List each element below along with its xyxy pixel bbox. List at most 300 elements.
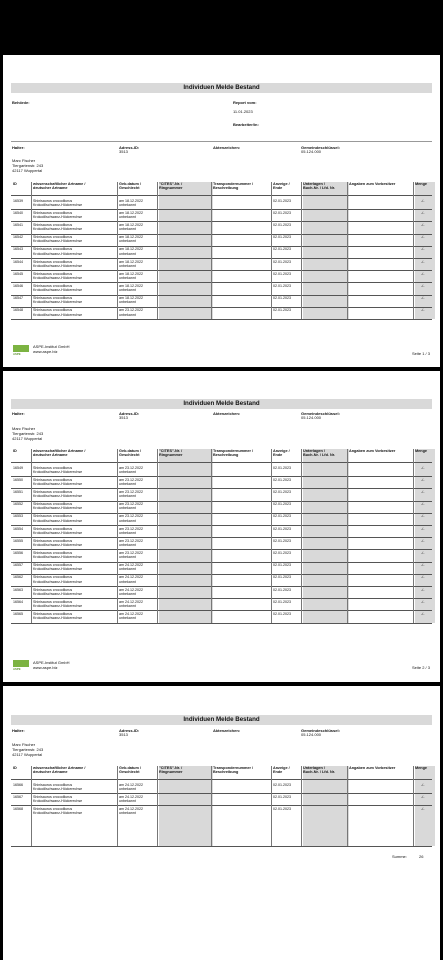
- cell-anzeige: 02.01.2023: [273, 198, 291, 203]
- cell-menge: -/-: [421, 806, 425, 811]
- table-row: [11, 549, 432, 561]
- cell-geb: [119, 783, 143, 791]
- column-header-geb: [119, 182, 141, 191]
- cell-species: [33, 223, 82, 231]
- geb-sex: unbekannt: [119, 555, 136, 560]
- species-sci: Shinisaurus crocodilurus: [33, 514, 73, 519]
- geb-sex: unbekannt: [119, 567, 136, 572]
- cell-menge: -/-: [421, 526, 425, 531]
- column-divider: [31, 766, 32, 846]
- cell-species: [33, 260, 82, 268]
- cell-species: [33, 575, 82, 583]
- cell-anzeige: 02.01.2023: [273, 794, 291, 799]
- column-header-line: Buch-Nr. / Lfd. Nr.: [303, 453, 336, 458]
- species-de: Krokodilschwanz-Höckerechse: [33, 786, 83, 791]
- cell-menge: -/-: [421, 563, 425, 568]
- column-header-line: Unterlagen /: [303, 182, 325, 186]
- cell-species: [33, 783, 82, 791]
- geb-date: am 24.12.2022: [119, 611, 143, 616]
- geb-date: am 18.12.2022: [119, 283, 143, 288]
- bearbeiter-label: Bearbeiter/in:: [233, 122, 259, 127]
- cell-id: 16543: [13, 247, 23, 252]
- cell-menge: -/-: [421, 489, 425, 494]
- species-de: Krokodilschwanz-Höckerechse: [33, 312, 83, 317]
- species-sci: Shinisaurus crocodilurus: [33, 477, 73, 482]
- cell-id: 16566: [13, 782, 23, 787]
- behoerde-label: Behörde:: [12, 100, 30, 105]
- cell-species: [33, 308, 82, 316]
- species-sci: Shinisaurus crocodilurus: [33, 296, 73, 301]
- cell-anzeige: 02.01.2023: [273, 210, 291, 215]
- species-de: Krokodilschwanz-Höckerechse: [33, 239, 83, 244]
- cell-geb: [119, 502, 143, 510]
- column-header-vorb: [349, 449, 395, 453]
- cell-menge: -/-: [421, 794, 425, 799]
- cell-geb: [119, 588, 143, 596]
- column-header-line: ID: [13, 182, 17, 186]
- column-header-line: Transpondernummer /: [213, 182, 254, 186]
- column-header-cites: [159, 449, 182, 458]
- cell-id: 16555: [13, 538, 23, 543]
- halter-street: Tiergartenstr. 243: [12, 431, 44, 436]
- column-divider: [347, 766, 348, 846]
- cell-geb: [119, 527, 143, 535]
- cell-menge: -/-: [421, 235, 425, 240]
- cell-species: [33, 612, 82, 620]
- column-header-geb: [119, 766, 141, 775]
- geb-sex: unbekannt: [119, 506, 136, 511]
- table-row: [11, 525, 432, 537]
- table-row: [11, 307, 432, 319]
- species-sci: Shinisaurus crocodilurus: [33, 611, 73, 616]
- column-header-line: Geb.datum /: [119, 766, 141, 770]
- species-de: Krokodilschwanz-Höckerechse: [33, 288, 83, 293]
- cell-anzeige: 02.01.2023: [273, 259, 291, 264]
- column-header-line: Menge: [415, 766, 428, 770]
- cell-menge: -/-: [421, 247, 425, 252]
- cell-anzeige: 02.01.2023: [273, 271, 291, 276]
- species-sci: Shinisaurus crocodilurus: [33, 806, 73, 811]
- halter-city: 42117 Wuppertal: [12, 752, 43, 757]
- species-de: Krokodilschwanz-Höckerechse: [33, 579, 83, 584]
- cell-geb: [119, 539, 143, 547]
- geb-sex: unbekannt: [119, 288, 136, 293]
- species-sci: Shinisaurus crocodilurus: [33, 794, 73, 799]
- cell-geb: [119, 807, 143, 815]
- species-sci: Shinisaurus crocodilurus: [33, 563, 73, 568]
- column-header-vorb: [349, 766, 395, 770]
- summe-value: 26: [419, 854, 424, 859]
- table-row: [11, 501, 432, 513]
- column-header-line: deutscher Artname: [33, 770, 68, 775]
- geb-sex: unbekannt: [119, 786, 136, 791]
- table-row: [11, 586, 432, 598]
- species-de: Krokodilschwanz-Höckerechse: [33, 469, 83, 474]
- cell-geb: [119, 575, 143, 583]
- species-sci: Shinisaurus crocodilurus: [33, 198, 73, 203]
- column-header-id: [13, 449, 17, 453]
- geb-date: am 18.12.2022: [119, 222, 143, 227]
- species-de: Krokodilschwanz-Höckerechse: [33, 506, 83, 511]
- cell-geb: [119, 247, 143, 255]
- table-row: [11, 562, 432, 574]
- column-header-line: "CITES"-Nr. /: [159, 766, 183, 770]
- species-de: Krokodilschwanz-Höckerechse: [33, 275, 83, 280]
- column-header-line: Angaben zum Vorbesitzer: [349, 766, 396, 770]
- adress-id-label: Adress-ID:: [119, 728, 140, 733]
- cell-geb: [119, 235, 143, 243]
- column-header-line: ID: [13, 766, 17, 770]
- geb-sex: unbekannt: [119, 530, 136, 535]
- geb-date: am 24.12.2022: [119, 782, 143, 787]
- cell-geb: [119, 551, 143, 559]
- halter-label: Halter:: [12, 145, 25, 150]
- species-de: Krokodilschwanz-Höckerechse: [33, 530, 83, 535]
- species-de: Krokodilschwanz-Höckerechse: [33, 591, 83, 596]
- column-header-anz: [273, 766, 290, 775]
- species-sci: Shinisaurus crocodilurus: [33, 308, 73, 313]
- cell-anzeige: 02.01.2023: [273, 538, 291, 543]
- table-row: [11, 234, 432, 246]
- cell-menge: -/-: [421, 283, 425, 288]
- species-de: Krokodilschwanz-Höckerechse: [33, 567, 83, 572]
- cell-geb: [119, 272, 143, 280]
- cell-id: 16567: [13, 794, 23, 799]
- report-title: Individuen Melde Bestand: [11, 715, 432, 725]
- cell-anzeige: 02.01.2023: [273, 526, 291, 531]
- halter-name: Marc Fischer: [12, 158, 36, 163]
- column-header-line: wissenschaftlicher Artname /: [33, 449, 86, 453]
- geb-sex: unbekannt: [119, 591, 136, 596]
- geb-date: am 23.12.2022: [119, 538, 143, 543]
- halter-name: Marc Fischer: [12, 426, 36, 431]
- cell-geb: [119, 211, 143, 219]
- geb-sex: unbekannt: [119, 798, 136, 803]
- cell-anzeige: 02.01.2023: [273, 563, 291, 568]
- column-header-line: Geschlecht: [119, 770, 140, 775]
- column-header-line: wissenschaftlicher Artname /: [33, 766, 86, 770]
- cell-id: 16565: [13, 611, 23, 616]
- gemeinde-label: Gemeindeschlüssel:: [301, 728, 340, 733]
- cell-id: 16544: [13, 259, 23, 264]
- geb-sex: unbekannt: [119, 811, 136, 816]
- geb-sex: unbekannt: [119, 251, 136, 256]
- column-header-line: Anzeige /: [273, 766, 290, 770]
- column-header-menge: [415, 766, 427, 770]
- species-sci: Shinisaurus crocodilurus: [33, 502, 73, 507]
- species-de: Krokodilschwanz-Höckerechse: [33, 481, 83, 486]
- column-divider: [347, 182, 348, 319]
- geb-sex: unbekannt: [119, 227, 136, 232]
- cell-geb: [119, 795, 143, 803]
- column-divider: [413, 182, 414, 319]
- cell-menge: -/-: [421, 477, 425, 482]
- cell-id: 16547: [13, 296, 23, 301]
- column-divider: [117, 766, 118, 846]
- species-de: Krokodilschwanz-Höckerechse: [33, 798, 83, 803]
- cell-menge: -/-: [421, 514, 425, 519]
- table-row: [11, 537, 432, 549]
- column-divider: [301, 182, 302, 319]
- species-de: Krokodilschwanz-Höckerechse: [33, 214, 83, 219]
- species-sci: Shinisaurus crocodilurus: [33, 550, 73, 555]
- cell-species: [33, 807, 82, 815]
- cell-anzeige: 02.01.2023: [273, 550, 291, 555]
- table-row: [11, 574, 432, 586]
- footer-company: ASPE-Institut GmbH: [33, 344, 70, 349]
- aktenzeichen-label: Aktenzeichen:: [213, 411, 241, 416]
- cell-species: [33, 539, 82, 547]
- report-page-3: [3, 686, 440, 960]
- halter-street: Tiergartenstr. 243: [12, 747, 44, 752]
- cell-geb: [119, 466, 143, 474]
- species-sci: Shinisaurus crocodilurus: [33, 235, 73, 240]
- cell-anzeige: 02.01.2023: [273, 575, 291, 580]
- geb-date: am 18.12.2022: [119, 210, 143, 215]
- report-page-2: [3, 371, 440, 682]
- halter-label: Halter:: [12, 728, 25, 733]
- header-rule: [11, 462, 432, 463]
- cell-anzeige: 02.01.2023: [273, 599, 291, 604]
- aktenzeichen-label: Aktenzeichen:: [213, 728, 241, 733]
- geb-sex: unbekannt: [119, 481, 136, 486]
- column-header-line: Transpondernummer /: [213, 449, 254, 453]
- species-sci: Shinisaurus crocodilurus: [33, 271, 73, 276]
- halter-street: Tiergartenstr. 243: [12, 163, 44, 168]
- table-row: [11, 781, 432, 793]
- aspe-logo: ASPE: [13, 660, 29, 670]
- column-header-line: ID: [13, 449, 17, 453]
- species-sci: Shinisaurus crocodilurus: [33, 587, 73, 592]
- cell-id: 16553: [13, 514, 23, 519]
- cell-species: [33, 235, 82, 243]
- column-header-line: Buch-Nr. / Lfd. Nr.: [303, 770, 336, 775]
- column-header-trans: [213, 766, 253, 775]
- species-sci: Shinisaurus crocodilurus: [33, 210, 73, 215]
- column-header-line: Beschreibung: [213, 186, 239, 191]
- species-sci: Shinisaurus crocodilurus: [33, 247, 73, 252]
- cell-species: [33, 795, 82, 803]
- column-divider: [157, 182, 158, 319]
- column-header-unt: [303, 182, 335, 191]
- cell-species: [33, 284, 82, 292]
- halter-city: 42117 Wuppertal: [12, 168, 43, 173]
- species-sci: Shinisaurus crocodilurus: [33, 465, 73, 470]
- cell-anzeige: 02.01.2023: [273, 587, 291, 592]
- geb-sex: unbekannt: [119, 579, 136, 584]
- cell-anzeige: 02.01.2023: [273, 465, 291, 470]
- cell-geb: [119, 199, 143, 207]
- cell-species: [33, 490, 82, 498]
- cell-anzeige: 02.01.2023: [273, 611, 291, 616]
- column-divider: [211, 766, 212, 846]
- adress-id-label: Adress-ID:: [119, 145, 140, 150]
- cell-menge: -/-: [421, 296, 425, 301]
- cell-menge: -/-: [421, 575, 425, 580]
- aktenzeichen-label: Aktenzeichen:: [213, 145, 241, 150]
- column-header-line: deutscher Artname: [33, 453, 68, 458]
- cell-geb: [119, 612, 143, 620]
- column-header-cites: [159, 766, 182, 775]
- column-header-art: [33, 449, 85, 458]
- column-header-id: [13, 182, 17, 186]
- column-divider: [347, 449, 348, 623]
- footer-web: www.aspe.biz: [33, 665, 58, 670]
- column-header-line: Ende: [273, 186, 283, 191]
- cell-geb: [119, 223, 143, 231]
- cell-geb: [119, 478, 143, 486]
- geb-sex: unbekannt: [119, 312, 136, 317]
- species-sci: Shinisaurus crocodilurus: [33, 782, 73, 787]
- cell-id: 16539: [13, 198, 23, 203]
- cell-species: [33, 272, 82, 280]
- cell-geb: [119, 260, 143, 268]
- gemeinde-label: Gemeindeschlüssel:: [301, 411, 340, 416]
- cell-species: [33, 296, 82, 304]
- cell-id: 16546: [13, 283, 23, 288]
- cell-geb: [119, 296, 143, 304]
- column-divider: [117, 182, 118, 319]
- geb-date: am 23.12.2022: [119, 308, 143, 313]
- gemeinde-value: 05.124.000: [301, 415, 322, 420]
- geb-sex: unbekannt: [119, 263, 136, 268]
- table-row: [11, 295, 432, 307]
- cell-species: [33, 478, 82, 486]
- species-sci: Shinisaurus crocodilurus: [33, 489, 73, 494]
- table-row: [11, 476, 432, 488]
- table-row: [11, 209, 432, 221]
- cell-geb: [119, 600, 143, 608]
- geb-date: am 24.12.2022: [119, 806, 143, 811]
- cell-id: 16542: [13, 235, 23, 240]
- species-de: Krokodilschwanz-Höckerechse: [33, 518, 83, 523]
- cell-species: [33, 563, 82, 571]
- column-header-anz: [273, 182, 290, 191]
- table-row: [11, 221, 432, 233]
- geb-date: am 24.12.2022: [119, 563, 143, 568]
- cell-id: 16541: [13, 222, 23, 227]
- column-divider: [157, 449, 158, 623]
- column-divider: [117, 449, 118, 623]
- geb-sex: unbekannt: [119, 542, 136, 547]
- species-de: Krokodilschwanz-Höckerechse: [33, 603, 83, 608]
- cell-anzeige: 02.01.2023: [273, 514, 291, 519]
- cell-id: 16548: [13, 308, 23, 313]
- column-header-line: Buch-Nr. / Lfd. Nr.: [303, 186, 336, 191]
- cell-geb: [119, 514, 143, 522]
- cell-id: 16540: [13, 210, 23, 215]
- table-row: [11, 197, 432, 209]
- table-row: [11, 793, 432, 805]
- species-sci: Shinisaurus crocodilurus: [33, 283, 73, 288]
- species-sci: Shinisaurus crocodilurus: [33, 575, 73, 580]
- cell-menge: -/-: [421, 222, 425, 227]
- species-de: Krokodilschwanz-Höckerechse: [33, 555, 83, 560]
- column-header-line: Anzeige /: [273, 182, 290, 186]
- cell-menge: -/-: [421, 198, 425, 203]
- summe-label: Summe:: [392, 854, 407, 859]
- cell-anzeige: 02.01.2023: [273, 308, 291, 313]
- footer-web: www.aspe.biz: [33, 349, 58, 354]
- column-header-line: Geb.datum /: [119, 449, 141, 453]
- column-divider: [271, 766, 272, 846]
- column-header-trans: [213, 449, 253, 458]
- column-header-unt: [303, 766, 335, 775]
- header-rule: [11, 779, 432, 780]
- species-sci: Shinisaurus crocodilurus: [33, 222, 73, 227]
- geb-sex: unbekannt: [119, 616, 136, 621]
- column-header-line: Unterlagen /: [303, 766, 325, 770]
- cell-species: [33, 588, 82, 596]
- geb-date: am 18.12.2022: [119, 296, 143, 301]
- geb-date: am 23.12.2022: [119, 526, 143, 531]
- cell-id: 16550: [13, 477, 23, 482]
- geb-sex: unbekannt: [119, 300, 136, 305]
- column-header-cites: [159, 182, 182, 191]
- geb-date: am 18.12.2022: [119, 198, 143, 203]
- species-sci: Shinisaurus crocodilurus: [33, 259, 73, 264]
- cell-id: 16557: [13, 563, 23, 568]
- cell-species: [33, 527, 82, 535]
- cell-menge: -/-: [421, 271, 425, 276]
- cell-id: 16549: [13, 465, 23, 470]
- column-divider: [31, 182, 32, 319]
- cell-anzeige: 02.01.2023: [273, 489, 291, 494]
- cell-species: [33, 502, 82, 510]
- adress-id: 3513: [119, 732, 128, 737]
- report-title: Individuen Melde Bestand: [11, 83, 432, 93]
- column-header-line: Ringnummer: [159, 770, 183, 775]
- column-divider: [413, 766, 414, 846]
- column-divider: [211, 182, 212, 319]
- cell-species: [33, 551, 82, 559]
- column-header-art: [33, 766, 85, 775]
- column-header-menge: [415, 449, 427, 453]
- column-divider: [211, 449, 212, 623]
- species-de: Krokodilschwanz-Höckerechse: [33, 263, 83, 268]
- cell-species: [33, 514, 82, 522]
- table-row: [11, 805, 432, 817]
- report-date: 11.01.2023: [233, 109, 253, 114]
- page-number: Seite 1 / 3: [411, 351, 430, 356]
- column-header-line: Angaben zum Vorbesitzer: [349, 449, 396, 453]
- table-row: [11, 488, 432, 500]
- column-header-line: Menge: [415, 449, 428, 453]
- report-title: Individuen Melde Bestand: [11, 399, 432, 409]
- column-header-line: Ende: [273, 770, 283, 775]
- cell-anzeige: 02.01.2023: [273, 283, 291, 288]
- geb-date: am 23.12.2022: [119, 465, 143, 470]
- cell-id: 16568: [13, 806, 23, 811]
- geb-sex: unbekannt: [119, 469, 136, 474]
- column-divider: [271, 182, 272, 319]
- table-bottom-rule: [11, 846, 432, 847]
- geb-date: am 24.12.2022: [119, 794, 143, 799]
- geb-sex: unbekannt: [119, 603, 136, 608]
- column-header-trans: [213, 182, 253, 191]
- geb-date: am 18.12.2022: [119, 235, 143, 240]
- cell-species: [33, 466, 82, 474]
- cell-id: 16562: [13, 575, 23, 580]
- divider: [11, 141, 432, 142]
- cell-menge: -/-: [421, 599, 425, 604]
- cell-anzeige: 02.01.2023: [273, 806, 291, 811]
- cell-menge: -/-: [421, 210, 425, 215]
- geb-date: am 23.12.2022: [119, 514, 143, 519]
- species-sci: Shinisaurus crocodilurus: [33, 538, 73, 543]
- species-de: Krokodilschwanz-Höckerechse: [33, 494, 83, 499]
- cell-anzeige: 02.01.2023: [273, 782, 291, 787]
